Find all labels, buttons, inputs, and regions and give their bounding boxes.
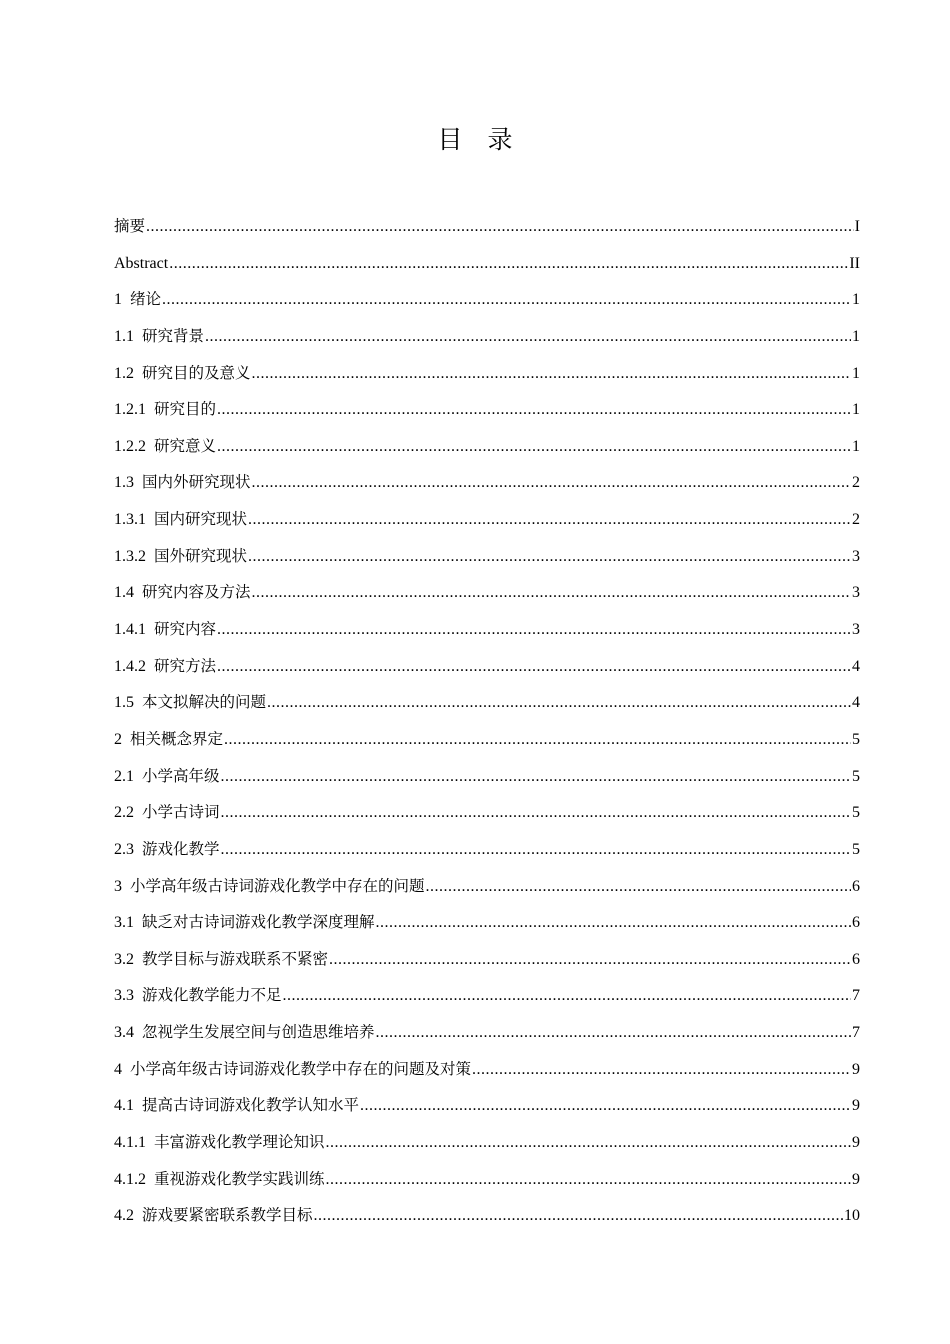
toc-section-title: 研究内容 (154, 620, 217, 639)
toc-entry[interactable] (114, 1087, 860, 1124)
toc-dot-leader (162, 282, 851, 319)
toc-section-title: 小学高年级 (142, 766, 220, 785)
toc-page-number: 1 (852, 364, 860, 382)
toc-entry[interactable] (114, 684, 860, 721)
toc-section-number: 3.3 (114, 987, 134, 1005)
toc-page-number: 3 (852, 584, 860, 602)
toc-entry-label (114, 758, 220, 796)
toc-page-number: 6 (852, 914, 860, 932)
toc-dot-leader (217, 429, 851, 466)
toc-entry-label (114, 245, 168, 283)
toc-page-number: 9 (852, 1097, 860, 1115)
toc-page-number: 1 (852, 401, 860, 419)
toc-page-number: 5 (852, 804, 860, 822)
toc-entry-label (114, 794, 220, 832)
toc-section-title: 游戏化教学 (142, 839, 220, 858)
toc-page-number: 6 (852, 950, 860, 968)
toc-section-number: 1.2.1 (114, 401, 146, 419)
toc-section-title: 研究背景 (142, 326, 205, 345)
toc-entry-label (114, 977, 282, 1015)
toc-entry[interactable] (114, 391, 860, 428)
toc-page-number: 6 (852, 877, 860, 895)
toc-entry[interactable] (114, 1051, 860, 1088)
toc-section-title: 国内外研究现状 (142, 473, 251, 492)
toc-page-number: 3 (852, 547, 860, 565)
toc-entry[interactable] (114, 904, 860, 941)
toc-entry[interactable] (114, 574, 860, 611)
toc-section-number: 1.2.2 (114, 437, 146, 455)
toc-section-number: 1.5 (114, 694, 134, 712)
toc-entry[interactable] (114, 464, 860, 501)
toc-dot-leader (224, 722, 851, 759)
toc-entry[interactable] (114, 977, 860, 1014)
toc-entry-label (114, 1051, 471, 1089)
toc-entry-label (114, 721, 223, 759)
toc-section-title: 忽视学生发展空间与创造思维培养 (142, 1023, 375, 1042)
toc-entry-label (114, 464, 251, 502)
toc-page-number: 7 (852, 987, 860, 1005)
toc-section-number: 1 (114, 291, 122, 309)
toc-entry[interactable] (114, 611, 860, 648)
toc-section-number: 2.1 (114, 767, 134, 785)
toc-section-number: 1.3 (114, 474, 134, 492)
toc-entry[interactable] (114, 1014, 860, 1051)
toc-entry-label (114, 1124, 325, 1162)
toc-section-number: 4.2 (114, 1207, 134, 1225)
toc-entry[interactable] (114, 281, 860, 318)
toc-page-number: 1 (852, 291, 860, 309)
toc-section-number: 1.1 (114, 327, 134, 345)
toc-section-number: 4.1.2 (114, 1170, 146, 1188)
toc-page-number: 3 (852, 621, 860, 639)
toc-page-number: 1 (852, 437, 860, 455)
toc-entry[interactable] (114, 648, 860, 685)
toc-dot-leader (472, 1052, 851, 1089)
toc-section-title: 教学目标与游戏联系不紧密 (142, 949, 329, 968)
toc-section-number: 4 (114, 1060, 122, 1078)
toc-entry-label (114, 574, 251, 612)
toc-section-title: 国外研究现状 (154, 546, 248, 565)
toc-entry-label (114, 501, 247, 539)
toc-section-number: 1.4.2 (114, 657, 146, 675)
toc-section-number: 1.4 (114, 584, 134, 602)
toc-entry[interactable] (114, 831, 860, 868)
toc-entry[interactable] (114, 318, 860, 355)
toc-dot-leader (314, 1198, 843, 1235)
toc-section-number: 1.4.1 (114, 621, 146, 639)
toc-section-title: 缺乏对古诗词游戏化教学深度理解 (142, 913, 375, 932)
toc-dot-leader (252, 356, 851, 393)
toc-entry-label (114, 941, 328, 979)
toc-page-number: 4 (852, 657, 860, 675)
toc-dot-leader (221, 795, 851, 832)
toc-dot-leader (252, 465, 851, 502)
toc-dot-leader (426, 869, 851, 906)
toc-page-number: 2 (852, 511, 860, 529)
toc-entry[interactable] (114, 428, 860, 465)
toc-page-number: 7 (852, 1024, 860, 1042)
toc-entry[interactable] (114, 794, 860, 831)
toc-entry[interactable] (114, 538, 860, 575)
toc-dot-leader (217, 649, 851, 686)
toc-dot-leader (252, 575, 851, 612)
toc-section-number: 1.2 (114, 364, 134, 382)
toc-page-number: 5 (852, 840, 860, 858)
toc-entry[interactable] (114, 245, 860, 282)
toc-dot-leader (217, 392, 851, 429)
toc-section-title: 重视游戏化教学实践训练 (154, 1169, 325, 1188)
toc-dot-leader (376, 905, 851, 942)
toc-page-number: 5 (852, 730, 860, 748)
toc-entry[interactable] (114, 501, 860, 538)
toc-section-title: 小学古诗词 (142, 803, 220, 822)
toc-entry-label (114, 428, 216, 466)
toc-section-title: 研究目的 (154, 400, 217, 419)
toc-entry[interactable] (114, 868, 860, 905)
toc-section-number: 4.1.1 (114, 1134, 146, 1152)
toc-section-number: 2.2 (114, 804, 134, 822)
page-title: 目 录 (437, 125, 513, 154)
toc-dot-leader (376, 1015, 851, 1052)
toc-section-title: 摘要 (114, 217, 146, 235)
toc-section-title: 研究意义 (154, 436, 217, 455)
toc-page-number: 10 (844, 1207, 860, 1225)
toc-entry[interactable] (114, 1161, 860, 1198)
toc-page-number: II (849, 254, 860, 272)
toc-section-title: 本文拟解决的问题 (142, 693, 267, 712)
toc-page-number: 9 (852, 1170, 860, 1188)
toc-dot-leader (283, 978, 851, 1015)
toc-entry-label (114, 648, 216, 686)
toc-section-title: 研究目的及意义 (142, 363, 251, 382)
toc-entry[interactable] (114, 1197, 860, 1234)
toc-entry-label (114, 281, 161, 319)
toc-section-title: 相关概念界定 (130, 729, 224, 748)
toc-entry-label (114, 538, 247, 576)
toc-dot-leader (221, 832, 851, 869)
toc-section-title: 小学高年级古诗词游戏化教学中存在的问题及对策 (130, 1059, 472, 1078)
toc-entry[interactable] (114, 355, 860, 392)
toc-dot-leader (326, 1125, 851, 1162)
toc-section-title: 研究内容及方法 (142, 583, 251, 602)
toc-entry-label (114, 1161, 325, 1199)
toc-entry-label (114, 868, 425, 906)
toc-section-number: 3.2 (114, 950, 134, 968)
toc-entry[interactable] (114, 758, 860, 795)
toc-section-number: 1.3.2 (114, 547, 146, 565)
toc-dot-leader (326, 1162, 851, 1199)
toc-entry[interactable] (114, 941, 860, 978)
table-of-contents (114, 208, 860, 1234)
toc-section-number: 3.4 (114, 1024, 134, 1042)
toc-section-title: Abstract (114, 254, 169, 272)
toc-section-title: 绪论 (130, 290, 162, 309)
toc-dot-leader (329, 942, 851, 979)
toc-section-number: 3 (114, 877, 122, 895)
toc-section-number: 3.1 (114, 914, 134, 932)
toc-entry[interactable] (114, 1124, 860, 1161)
toc-entry-label (114, 391, 216, 429)
toc-dot-leader (267, 685, 851, 722)
toc-entry-label (114, 208, 145, 245)
toc-section-title: 小学高年级古诗词游戏化教学中存在的问题 (130, 876, 425, 895)
toc-page-number: 1 (852, 327, 860, 345)
toc-dot-leader (169, 246, 848, 283)
toc-entry-label (114, 1087, 359, 1125)
toc-entry-label (114, 318, 204, 356)
toc-section-title: 游戏化教学能力不足 (142, 986, 282, 1005)
toc-dot-leader (205, 319, 851, 356)
toc-dot-leader (360, 1088, 851, 1125)
toc-entry-label (114, 355, 251, 393)
toc-entry-label (114, 831, 220, 869)
toc-dot-leader (221, 759, 851, 796)
toc-section-title: 国内研究现状 (154, 510, 248, 529)
toc-section-title: 游戏要紧密联系教学目标 (142, 1206, 313, 1225)
toc-entry-label (114, 1014, 375, 1052)
toc-dot-leader (248, 539, 851, 576)
toc-section-title: 丰富游戏化教学理论知识 (154, 1133, 325, 1152)
toc-entry-label (114, 611, 216, 649)
toc-section-number: 4.1 (114, 1097, 134, 1115)
toc-page-number: I (854, 218, 860, 235)
toc-section-title: 研究方法 (154, 656, 217, 675)
toc-entry-label (114, 684, 266, 722)
toc-entry[interactable] (114, 721, 860, 758)
toc-page-number: 9 (852, 1060, 860, 1078)
toc-entry-label (114, 904, 375, 942)
toc-page-number: 4 (852, 694, 860, 712)
toc-section-title: 提高古诗词游戏化教学认知水平 (142, 1096, 360, 1115)
toc-page-number: 5 (852, 767, 860, 785)
toc-entry[interactable] (114, 208, 860, 245)
toc-section-number: 1.3.1 (114, 511, 146, 529)
toc-dot-leader (146, 209, 854, 246)
toc-dot-leader (217, 612, 851, 649)
toc-dot-leader (248, 502, 851, 539)
toc-page-number: 9 (852, 1134, 860, 1152)
toc-section-number: 2.3 (114, 840, 134, 858)
toc-section-number: 2 (114, 730, 122, 748)
toc-entry-label (114, 1197, 313, 1235)
toc-page-number: 2 (852, 474, 860, 492)
